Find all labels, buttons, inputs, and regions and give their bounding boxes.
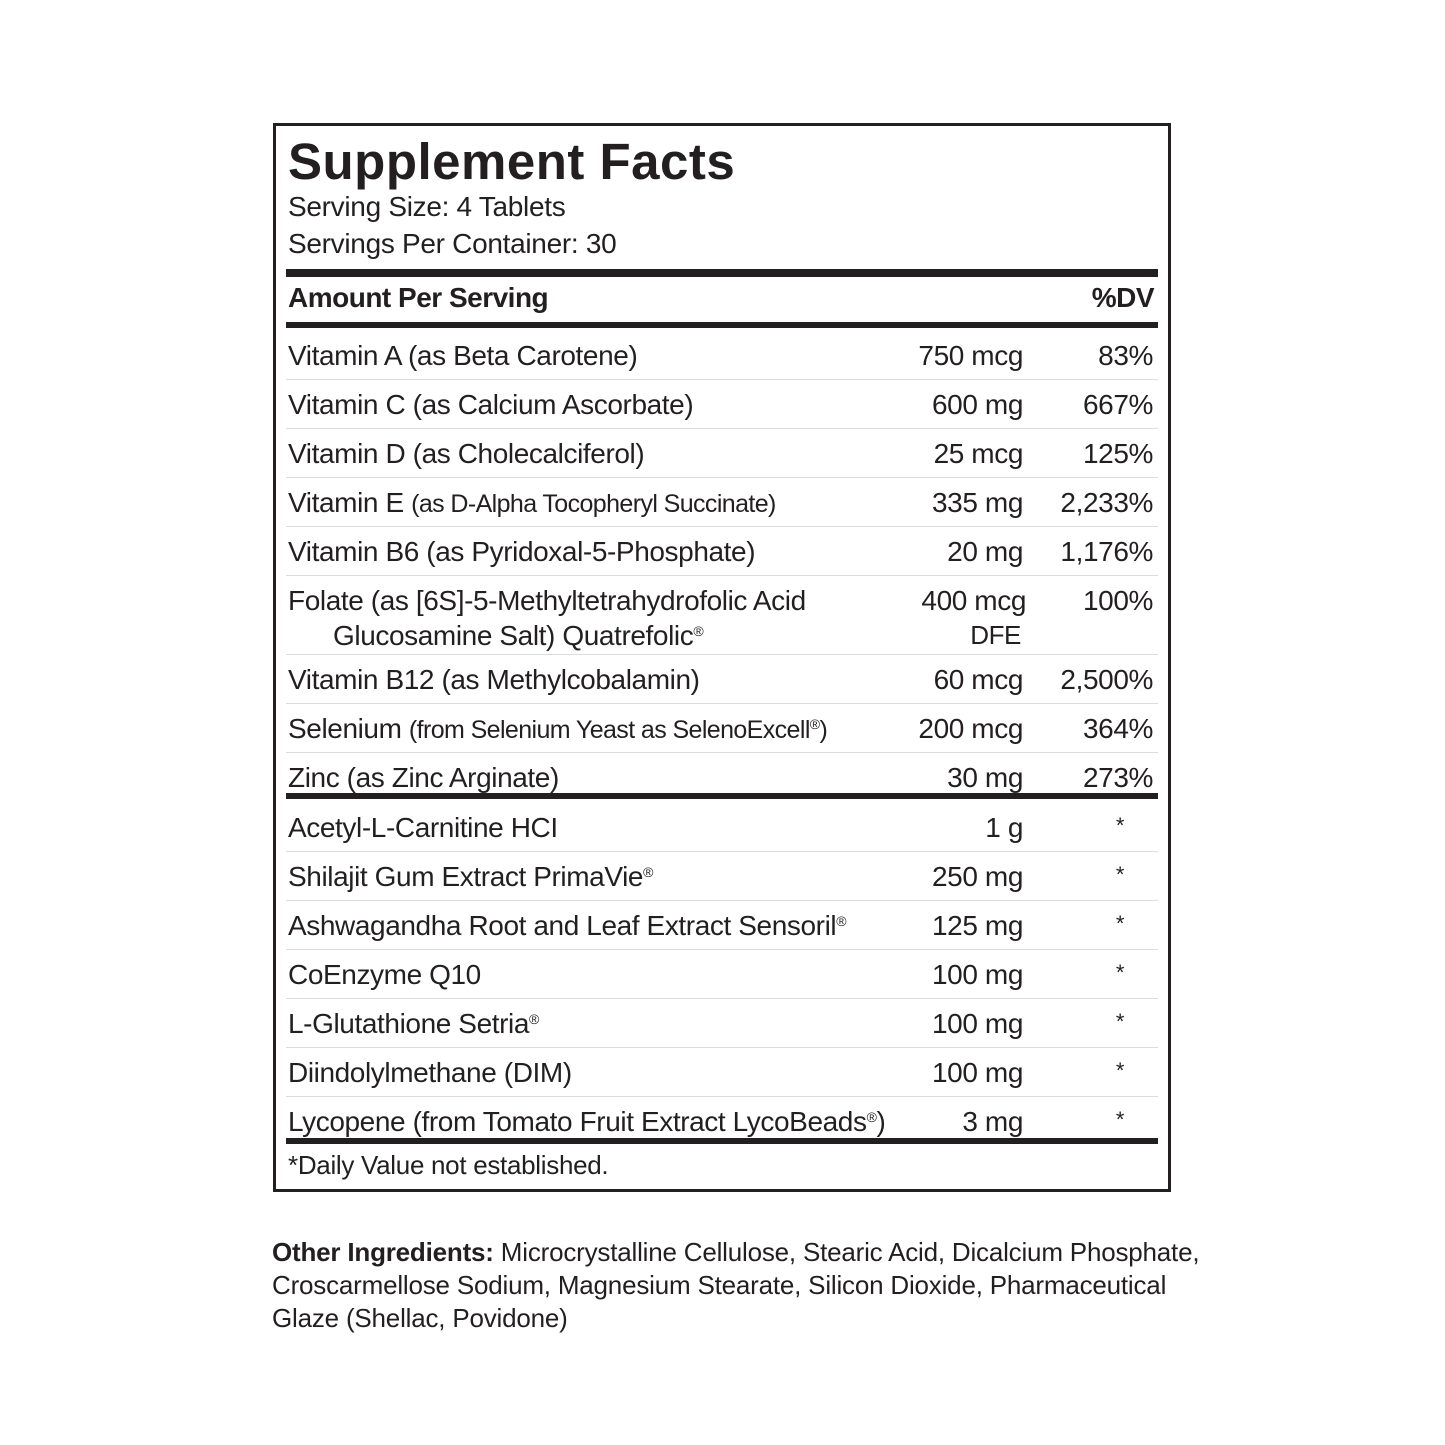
nutrient-amount: 100 mg — [932, 1057, 1023, 1088]
nutrient-name: Vitamin B12 (as Methylcobalamin) — [288, 664, 700, 695]
nutrient-amount: 20 mg — [947, 536, 1023, 567]
nutrient-name: Ashwagandha Root and Leaf Extract Sensoril® — [288, 910, 847, 941]
nutrient-dv: * — [1115, 813, 1124, 838]
nutrient-name: Acetyl-L-Carnitine HCI — [288, 812, 558, 843]
table-row — [286, 803, 1158, 852]
nutrient-dv: * — [1115, 1058, 1124, 1083]
table-row — [286, 380, 1158, 429]
vitamin-list — [286, 331, 1158, 801]
nutrient-name-line2: Glucosamine Salt) Quatrefolic® — [333, 620, 704, 651]
nutrient-name: CoEnzyme Q10 — [288, 959, 481, 990]
nutrient-name: Vitamin A (as Beta Carotene) — [288, 340, 638, 371]
panel-title: Supplement Facts — [288, 133, 736, 190]
registered-mark: ® — [643, 864, 654, 880]
nutrient-dv: 2,500% — [1060, 664, 1153, 695]
nutrient-amount: 3 mg — [962, 1106, 1023, 1137]
registered-mark: ® — [836, 913, 847, 929]
table-row — [286, 576, 1158, 655]
nutrient-name: Shilajit Gum Extract PrimaVie® — [288, 861, 654, 892]
nutrient-dv: 364% — [1082, 713, 1153, 744]
nutrient-source: (from Selenium Yeast as SelenoExcell®) — [408, 716, 828, 744]
nutrient-dv: * — [1115, 911, 1124, 936]
column-header — [288, 282, 1154, 320]
nutrient-name: Vitamin E (as D-Alpha Tocopheryl Succinate) — [288, 487, 776, 518]
registered-mark: ® — [529, 1011, 539, 1027]
supplement-facts-panel — [273, 123, 1171, 1192]
nutrient-amount: 25 mcg — [933, 438, 1023, 469]
nutrient-amount: 30 mg — [947, 762, 1023, 793]
servings-per-container: Servings Per Container: 30 — [288, 228, 617, 259]
nutrient-dv: 125% — [1082, 438, 1153, 469]
nutrient-dv: 2,233% — [1060, 487, 1153, 518]
nutrient-name: Lycopene (from Tomato Fruit Extract LycoBeads®) — [288, 1106, 886, 1137]
nutrient-name: L-Glutathione Setria® — [288, 1008, 539, 1039]
registered-mark: ® — [693, 623, 704, 639]
nutrient-amount: 200 mcg — [918, 713, 1023, 744]
nutrient-amount: 335 mg — [932, 487, 1023, 518]
other-ingredients-label: Other Ingredients: — [272, 1237, 494, 1267]
nutrient-name: Folate (as [6S]-5-Methyltetrahydrofolic Acid — [288, 585, 806, 616]
amount-per-serving-label: Amount Per Serving — [288, 282, 549, 313]
nutrient-dv: 667% — [1082, 389, 1153, 420]
table-row — [286, 852, 1158, 901]
nutrient-amount: 60 mcg — [933, 664, 1023, 695]
nutrient-dv: 1,176% — [1060, 536, 1153, 567]
other-nutrient-list — [286, 803, 1158, 1145]
nutrient-dv: * — [1115, 960, 1124, 985]
nutrient-amount: 125 mg — [932, 910, 1023, 941]
nutrient-source: (as D-Alpha Tocopheryl Succinate) — [411, 490, 776, 518]
nutrient-name: Zinc (as Zinc Arginate) — [288, 762, 559, 793]
registered-mark: ® — [809, 716, 820, 732]
medium-divider — [286, 322, 1158, 328]
other-ingredients — [272, 1236, 1202, 1335]
table-row — [286, 704, 1158, 753]
nutrient-amount: 600 mg — [932, 389, 1023, 420]
nutrient-amount: 100 mg — [932, 1008, 1023, 1039]
nutrient-amount-unit: DFE — [970, 620, 1021, 650]
nutrient-amount: 100 mg — [932, 959, 1023, 990]
footnote: *Daily Value not established. — [288, 1150, 609, 1180]
nutrient-name: Selenium (from Selenium Yeast as SelenoExcell®) — [288, 713, 828, 744]
table-row — [286, 1048, 1158, 1097]
other-ingredients-text: Microcrystalline Cellulose, Stearic Acid, Dicalcium Phosphate, Croscarmellose Sodium, Magnesium Stearate, Silicon Dioxide, Pharmaceutical Glaze (Shellac, Povidone) — [272, 1237, 1200, 1333]
table-row — [286, 478, 1158, 527]
nutrient-name: Vitamin B6 (as Pyridoxal-5-Phosphate) — [288, 536, 756, 567]
serving-size: Serving Size: 4 Tablets — [288, 191, 566, 222]
section-divider — [286, 793, 1158, 799]
nutrient-dv: 100% — [1082, 585, 1153, 616]
nutrient-name: Diindolylmethane (DIM) — [288, 1057, 572, 1088]
nutrient-name: Vitamin C (as Calcium Ascorbate) — [288, 389, 694, 420]
thick-divider — [286, 269, 1158, 277]
nutrient-dv: * — [1115, 1107, 1124, 1132]
table-row — [286, 429, 1158, 478]
nutrient-dv: * — [1115, 862, 1124, 887]
nutrient-amount: 750 mcg — [918, 340, 1023, 371]
nutrient-dv: * — [1115, 1009, 1124, 1034]
table-row — [286, 527, 1158, 576]
dv-label: %DV — [1091, 282, 1154, 313]
bottom-divider — [286, 1138, 1158, 1144]
table-row — [286, 331, 1158, 380]
nutrient-amount: 250 mg — [932, 861, 1023, 892]
nutrient-amount: 400 mcg — [921, 585, 1026, 616]
table-row — [286, 999, 1158, 1048]
nutrient-dv: 273% — [1082, 762, 1153, 793]
nutrient-name: Vitamin D (as Cholecalciferol) — [288, 438, 645, 469]
registered-mark: ® — [866, 1109, 877, 1125]
table-row — [286, 950, 1158, 999]
table-row — [286, 655, 1158, 704]
nutrient-amount: 1 g — [985, 812, 1023, 843]
table-row — [286, 901, 1158, 950]
nutrient-dv: 83% — [1098, 340, 1153, 371]
